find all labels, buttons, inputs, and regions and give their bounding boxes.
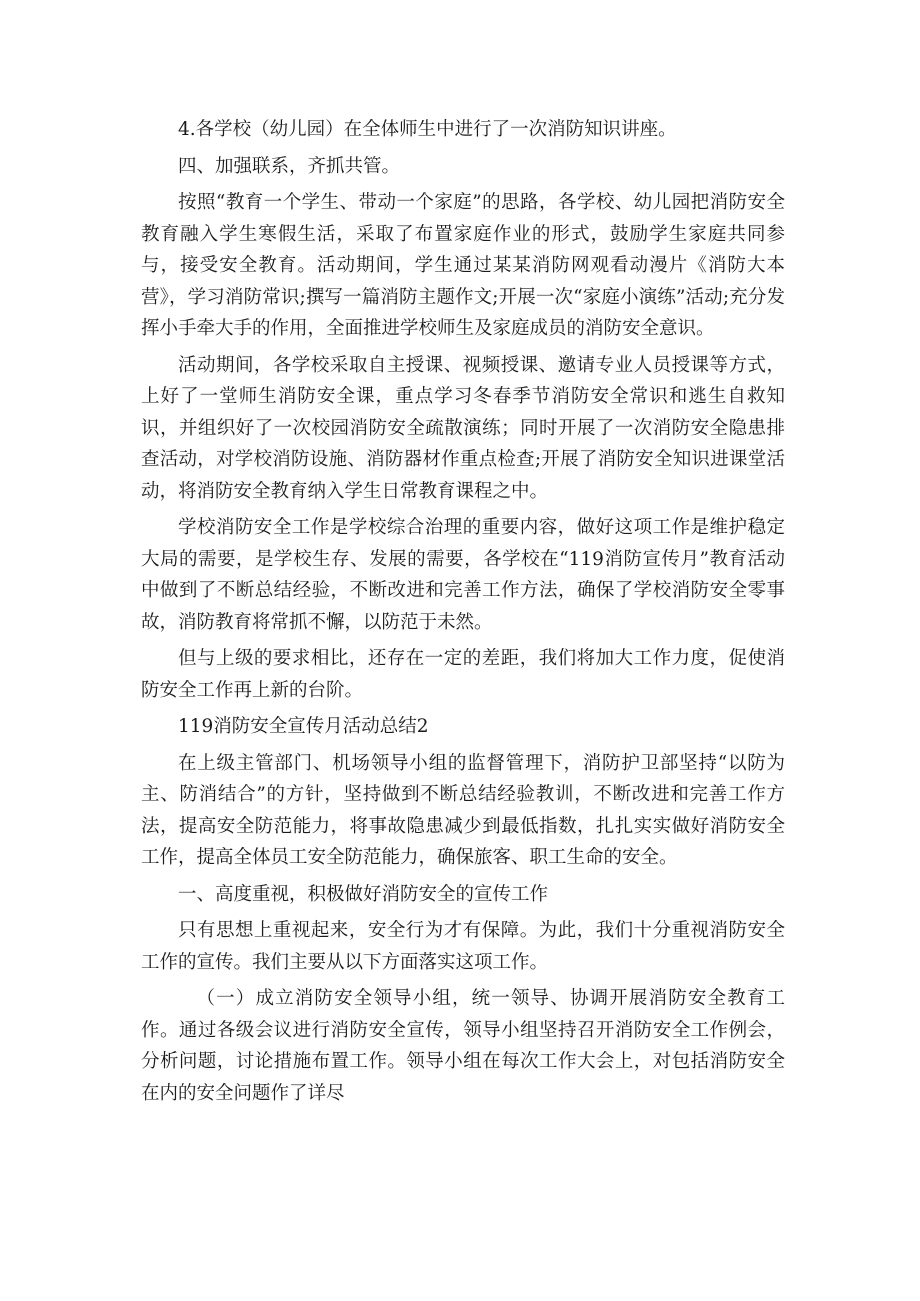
summary-title-2: 119消防安全宣传月活动总结2 bbox=[178, 716, 429, 737]
paragraph-family-education: 按照“教育一个学生、带动一个家庭”的思路，各学校、幼儿园把消防安全教育融入学生寒假生活，采取了布置家庭作业的形式，鼓励学生家庭共同参与，接受安全教育。活动期间，学生通过某某消防网观看动漫片《消防大本营》，学习消防常识;撰写一篇消防主题作文;开展一次“家庭小演练”活动;充分发挥小手牵大手的作用，全面推进学校师生及家庭成员的消防安全意识。 bbox=[141, 192, 785, 339]
paragraph-attention-publicity: 只有思想上重视起来，安全行为才有保障。为此，我们十分重视消防安全工作的宣传。我们主要从以下方面落实这项工作。 bbox=[141, 920, 785, 973]
paragraph-activity-period: 活动期间，各学校采取自主授课、视频授课、邀请专业人员授课等方式，上好了一堂师生消防安全课，重点学习冬春季节消防安全常识和逃生自救知识，并组织好了一次校园消防安全疏散演练；同时开展了一次消防安全隐患排查活动，对学校消防设施、消防器材作重点检查;开展了消防安全知识进课堂活动，将消防安全教育纳入学生日常教育课程之中。 bbox=[141, 354, 785, 502]
paragraph-lecture-item: 4.各学校（幼儿园）在全体师生中进行了一次消防知识讲座。 bbox=[178, 119, 677, 140]
document-body bbox=[141, 114, 785, 1109]
paragraph-school-safety: 学校消防安全工作是学校综合治理的重要内容，做好这项工作是维护稳定大局的需要，是学校生存、发展的需要，各学校在“119消防宣传月”教育活动中做到了不断总结经验，不断改进和完善工作方法，确保了学校消防安全零事故，消防教育将常抓不懈，以防范于未然。 bbox=[141, 517, 785, 633]
section-heading-four: 四、加强联系，齐抓共管。 bbox=[178, 155, 401, 177]
section-heading-one: 一、高度重视，积极做好消防安全的宣传工作 bbox=[178, 883, 549, 905]
paragraph-leadership-group: （一）成立消防安全领导小组，统一领导、协调开展消防安全教育工作。通过各级会议进行消防安全宣传，领导小组坚持召开消防安全工作例会，分析问题，讨论措施布置工作。领导小组在每次工作大会上，对包括消防安全在内的安全问题作了详尽 bbox=[141, 988, 785, 1104]
paragraph-airport-fire-protection: 在上级主管部门、机场领导小组的监督管理下，消防护卫部坚持“以防为主、防消结合”的方针，坚持做到不断总结经验教训，不断改进和完善工作方法，提高安全防范能力，将事故隐患减少到最低指数，扎扎实实做好消防安全工作，提高全体员工安全防范能力，确保旅客、职工生命的安全。 bbox=[141, 752, 785, 868]
paragraph-gap-with-requirements: 但与上级的要求相比，还存在一定的差距，我们将加大工作力度，促使消防安全工作再上新的台阶。 bbox=[141, 648, 785, 701]
